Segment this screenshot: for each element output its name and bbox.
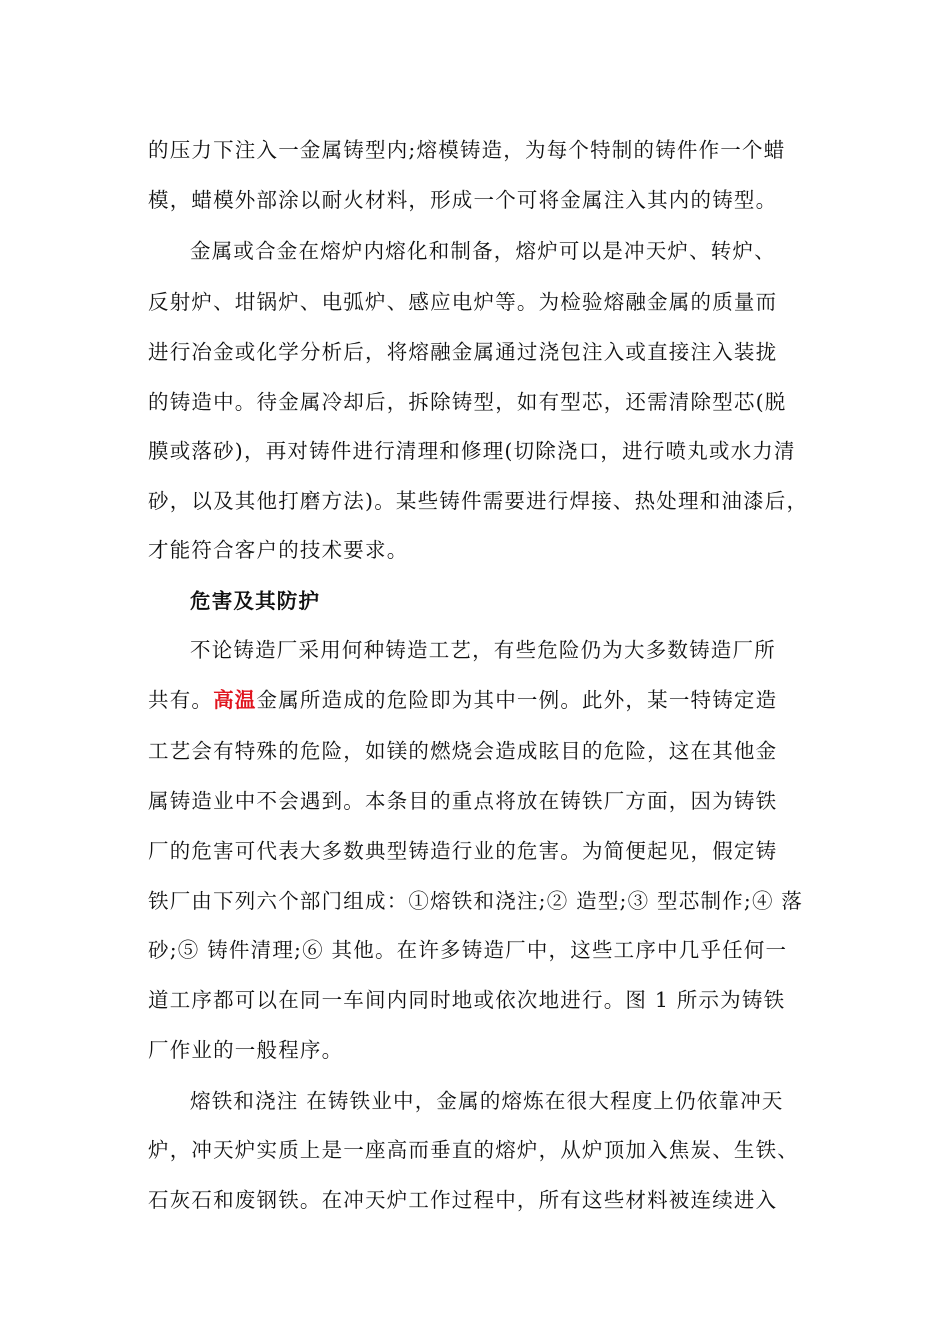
text-line: 反射炉、坩锅炉、电弧炉、感应电炉等。为检验熔融金属的质量而 (148, 290, 778, 314)
text-line: 的压力下注入一金属铸型内;熔模铸造，为每个特制的铸件作一个蜡 (148, 138, 786, 162)
highlighted-term: 高温 (213, 688, 257, 712)
text-line: 进行冶金或化学分析后，将熔融金属通过浇包注入或直接注入装拢 (148, 340, 778, 364)
text-line: 不论铸造厂采用何种铸造工艺，有些危险仍为大多数铸造厂所 (190, 638, 776, 662)
text-line: 工艺会有特殊的危险，如镁的燃烧会造成眩目的危险，这在其他金 (148, 739, 778, 763)
section-heading: 危害及其防护 (190, 589, 321, 613)
text-line: 铁厂由下列六个部门组成：①熔铁和浇注;② 造型;③ 型芯制作;④ 落 (148, 889, 804, 913)
text-line-with-highlight (148, 685, 812, 715)
text-line: 石灰石和废钢铁。在冲天炉工作过程中，所有这些材料被连续进入 (148, 1188, 778, 1212)
text-line: 模，蜡模外部涂以耐火材料，形成一个可将金属注入其内的铸型。 (148, 188, 778, 212)
text-line: 的铸造中。待金属冷却后，拆除铸型，如有型芯，还需清除型芯(脱 (148, 390, 787, 414)
text-line: 金属或合金在熔炉内熔化和制备，熔炉可以是冲天炉、转炉、 (190, 239, 776, 263)
text-line: 厂作业的一般程序。 (148, 1038, 344, 1062)
text-line: 砂，以及其他打磨方法)。某些铸件需要进行焊接、热处理和油漆后， (148, 489, 809, 513)
text-line: 厂的危害可代表大多数典型铸造行业的危害。为简便起见，假定铸 (148, 839, 778, 863)
text-line: 属铸造业中不会遇到。本条目的重点将放在铸铁厂方面，因为铸铁 (148, 789, 778, 813)
text-segment: 共有。 (148, 688, 214, 712)
text-line: 熔铁和浇注 在铸铁业中，金属的熔炼在很大程度上仍依靠冲天 (190, 1089, 784, 1113)
text-segment: 金属所造成的危险即为其中一例。此外，某一特铸定造 (256, 688, 778, 712)
text-line: 砂;⑤ 铸件清理;⑥ 其他。在许多铸造厂中，这些工序中几乎任何一 (148, 938, 788, 962)
text-line: 道工序都可以在同一车间内同时地或依次地进行。图 1 所示为铸铁 (148, 988, 786, 1012)
text-line: 才能符合客户的技术要求。 (148, 538, 409, 562)
text-line: 炉，冲天炉实质上是一座高而垂直的熔炉，从炉顶加入焦炭、生铁、 (148, 1138, 799, 1162)
text-line: 膜或落砂)，再对铸件进行清理和修理(切除浇口，进行喷丸或水力清 (148, 439, 796, 463)
